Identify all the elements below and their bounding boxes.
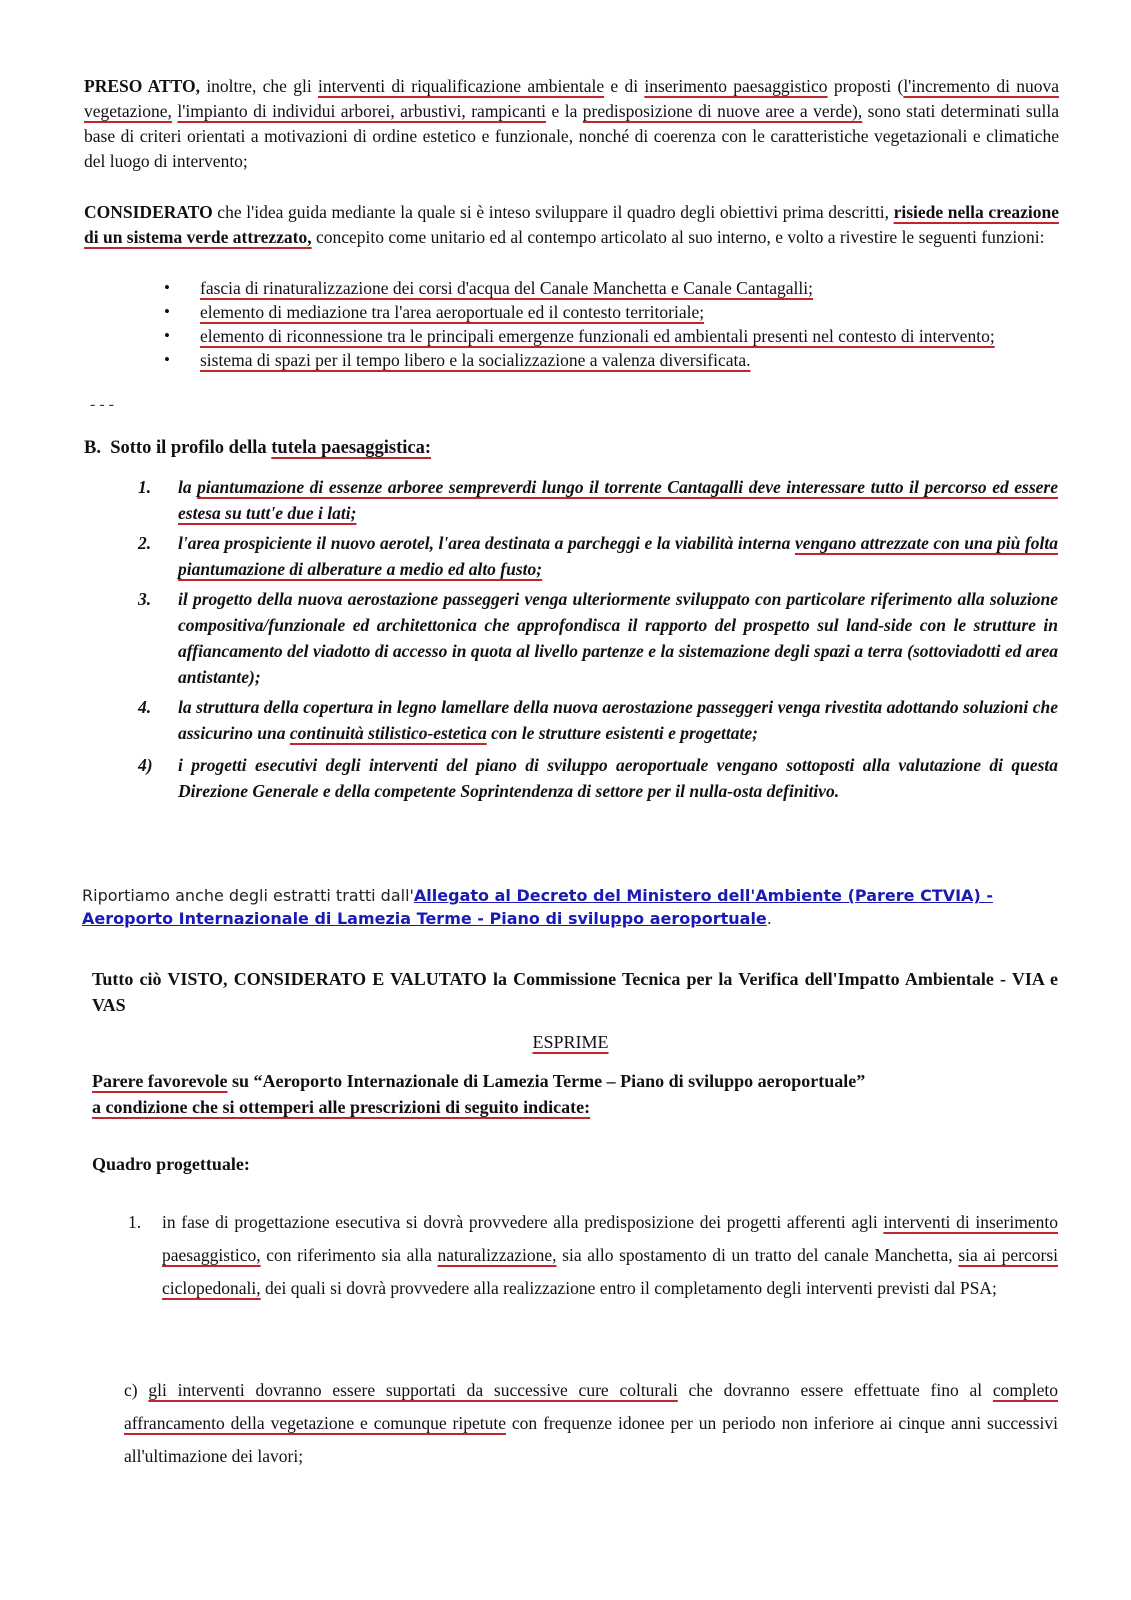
underlined-text: Parere favorevole: [92, 1071, 228, 1091]
item-number: 2.: [138, 533, 152, 553]
text: e di: [604, 76, 645, 96]
underlined-text: completo affrancamento della vegetazione e comunque ripetute: [124, 1380, 1058, 1433]
underlined-text: a condizione che si ottemperi alle prescrizioni di seguito indicate:: [92, 1097, 591, 1117]
text: proposti (: [827, 76, 904, 96]
text: l'area prospiciente il nuovo aerotel, l'area destinata a parcheggi e la viabilità interna: [178, 533, 795, 553]
text: la: [178, 477, 198, 497]
text: che dovranno essere effettuate fino al: [677, 1380, 993, 1400]
underlined-text: l'incremento di nuova vegetazione,: [84, 76, 1059, 121]
prescription-c: [124, 1374, 1058, 1473]
underlined-text: gli interventi dovranno essere supportati da successive cure colturali: [148, 1380, 678, 1400]
prescription-1: [128, 1206, 1058, 1305]
quadro-heading: [92, 1152, 592, 1177]
text: che l'idea guida mediante la quale si è inteso sviluppare il quadro degli obiettivi prima descritti,: [212, 202, 894, 222]
text: il progetto della nuova aerostazione passeggeri venga ulteriormente sviluppato con particolare riferimento alla soluzione compositiva/funzionale ed architettonica che approfondisca il rapporto del prospetto sul land-side con le strutture in affiancamento del viadotto di accesso in quota al livello partenze e la sistemazione degli spazi a terra (sottoviadotti ed area antistante);: [178, 589, 1058, 687]
item-number: 1.: [138, 477, 152, 497]
item-number: 3.: [138, 589, 152, 609]
heading-underlined: tutela paesaggistica:: [271, 438, 432, 458]
list-item: [138, 530, 1058, 582]
text: sia allo spostamento di un tratto del canale Manchetta,: [556, 1245, 959, 1265]
list-item: [200, 276, 1058, 300]
heading-text: Sotto il profilo della: [110, 438, 272, 458]
list-item-text: sistema di spazi per il tempo libero e la socializzazione a valenza diversificata.: [200, 350, 751, 370]
list-item: [200, 300, 1058, 324]
functions-list: [200, 276, 1058, 372]
text: concepito come unitario ed al contempo articolato al suo interno, e volto a rivestire le seguenti funzioni:: [311, 227, 1045, 247]
underlined-text: vengano attrezzate con una più folta piantumazione di alberature a medio ed alto fusto;: [178, 533, 1058, 579]
text: i progetti esecutivi degli interventi del piano di sviluppo aeroportuale vengano sottoposti alla valutazione di questa Direzione Generale e della competente Soprintendenza di settore per il nulla-osta definitivo.: [178, 755, 1058, 801]
decree-link[interactable]: Allegato al Decreto del Ministero dell'Ambiente (Parere CTVIA) - Aeroporto Internazionale di Lamezia Terme - Piano di sviluppo aeroportuale: [82, 886, 993, 928]
item-number: 4): [138, 755, 153, 775]
scan-mark: - - -: [90, 396, 114, 413]
underlined-text: interventi di riqualificazione ambientale: [318, 76, 605, 96]
text: e la: [546, 101, 583, 121]
text: con riferimento sia alla: [260, 1245, 438, 1265]
text: con le strutture esistenti e progettate;: [486, 723, 758, 743]
list-item: [200, 348, 1058, 372]
underlined-text: inserimento paesaggistico: [644, 76, 828, 96]
underlined-text: l'impianto di individui arborei, arbustivi, rampicanti: [177, 101, 547, 121]
underlined-text: piantumazione di essenze arboree sempreverdi lungo il torrente Cantagalli deve interessare tutto il percorso ed essere estesa su tutt'e due i lati;: [178, 477, 1058, 523]
underlined-text: naturalizzazione,: [437, 1245, 557, 1265]
section-b-heading: [84, 436, 984, 461]
considerato-lead: CONSIDERATO: [84, 202, 213, 222]
reference-suffix: .: [766, 909, 772, 928]
reference-prefix: Riportiamo anche degli estratti tratti dall': [82, 886, 414, 905]
item-letter: c): [124, 1380, 138, 1400]
quadro-text: Quadro progettuale:: [92, 1154, 250, 1174]
text: su “Aeroporto Internazionale di Lamezia Terme – Piano di sviluppo aeroportuale”: [227, 1071, 866, 1091]
list-item: [138, 586, 1058, 690]
ctvia-intro: [92, 966, 1058, 1018]
reference-paragraph: [82, 884, 1057, 930]
list-item: [138, 694, 1058, 746]
esprime-text: ESPRIME: [532, 1032, 609, 1052]
preso-atto-paragraph: [84, 74, 1059, 174]
heading-prefix: B.: [84, 438, 101, 458]
underlined-text: interventi di inserimento paesaggistico,: [162, 1212, 1058, 1265]
considerato-paragraph: [84, 200, 1059, 250]
underlined-text: risiede nella creazione di un sistema verde attrezzato,: [84, 202, 1059, 247]
list-item: [138, 752, 1058, 804]
intro-text: Tutto ciò VISTO, CONSIDERATO E VALUTATO la Commissione Tecnica per la Verifica dell'Impatto Ambientale - VIA e VAS: [92, 969, 1058, 1015]
item-number: 4.: [138, 697, 152, 717]
text: con frequenze idonee per un periodo non inferiore ai cinque anni successivi all'ultimazione dei lavori;: [124, 1413, 1058, 1466]
esprime-heading: [0, 1030, 1131, 1055]
parere-paragraph: [92, 1068, 1058, 1120]
list-item-text: elemento di mediazione tra l'area aeroportuale ed il contesto territoriale;: [200, 302, 705, 322]
text: inoltre, che gli: [200, 76, 318, 96]
list-item: [200, 324, 1058, 348]
text: in fase di progettazione esecutiva si dovrà provvedere alla predisposizione dei progetti afferenti agli: [162, 1212, 884, 1232]
underlined-text: continuità stilistico-estetica: [289, 723, 487, 743]
list-item-text: elemento di riconnessione tra le principali emergenze funzionali ed ambientali presenti nel contesto di intervento;: [200, 326, 995, 346]
list-item-text: fascia di rinaturalizzazione dei corsi d'acqua del Canale Manchetta e Canale Cantagalli;: [200, 278, 813, 298]
underlined-text: predisposizione di nuove aree a verde),: [582, 101, 863, 121]
tutela-list: [138, 474, 1058, 804]
text: sono stati determinati sulla base di criteri orientati a motivazioni di ordine estetico e funzionale, nonché di coerenza con le caratteristiche vegetazionali e climatiche del luogo di intervento;: [84, 101, 1059, 171]
preso-atto-lead: PRESO ATTO,: [84, 76, 201, 96]
item-number: 1.: [128, 1212, 142, 1232]
text: dei quali si dovrà provvedere alla realizzazione entro il completamento degli interventi previsti dal PSA;: [260, 1278, 997, 1298]
text: la struttura della copertura in legno lamellare della nuova aerostazione passeggeri venga rivestita adottando soluzioni che assicurino una: [178, 697, 1058, 743]
list-item: [138, 474, 1058, 526]
underlined-text: sia ai percorsi ciclopedonali,: [162, 1245, 1058, 1298]
